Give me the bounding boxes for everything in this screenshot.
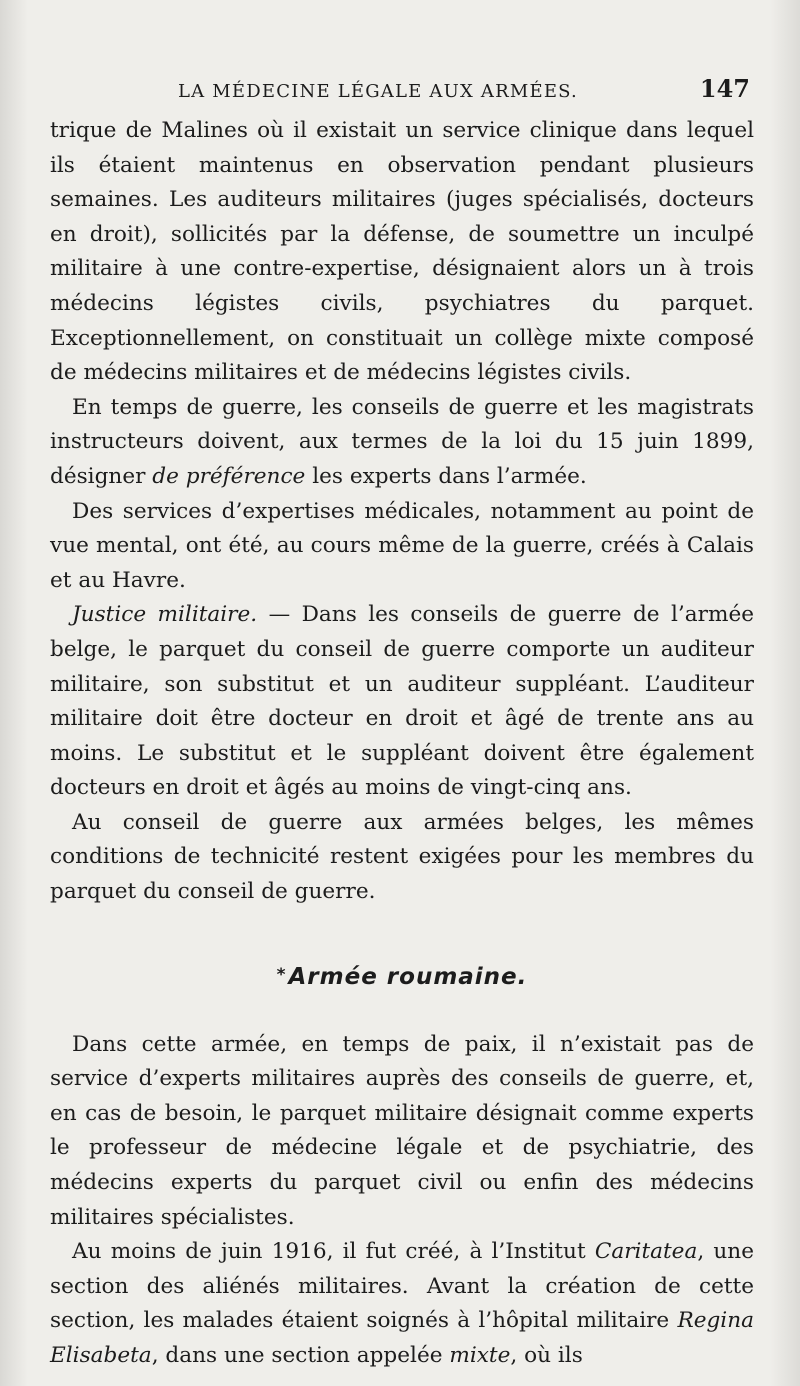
- italic-text: mixte: [449, 1343, 511, 1368]
- text-run: Des services d’expertises médicales, notamment au point de vue mental, ont été, au cours même de la guerre, créés à Calais et au Havre.: [50, 498, 754, 593]
- text-run: les experts dans l’armée.: [305, 463, 587, 489]
- paragraph: [50, 598, 754, 806]
- paragraph: [50, 1235, 754, 1373]
- paragraph: [50, 495, 754, 599]
- paragraphs-after-heading: [50, 1028, 754, 1374]
- heading-text: Armée roumaine.: [288, 963, 528, 990]
- italic-text: Caritatea: [594, 1239, 698, 1265]
- running-head: [50, 0, 754, 118]
- text-run: , où ils: [510, 1343, 583, 1368]
- running-head-title: LA MÉDECINE LÉGALE AUX ARMÉES.: [178, 81, 578, 102]
- paragraph: [50, 806, 754, 910]
- heading-mark: *: [276, 964, 287, 985]
- italic-text: Regina Elisabeta: [50, 1308, 754, 1368]
- text-run: Dans cette armée, en temps de paix, il n’existait pas de service d’experts militaires auprès des conseils de guerre, et, en cas de besoin, le parquet militaire désignait comme experts le professeur de médecine légale et de psychiatrie, des médecins experts du parquet civil ou enfin des médecins militaires spécialistes.: [50, 1031, 754, 1230]
- text-run: Au moins de juin 1916, il fut créé, à l’Institut: [72, 1239, 595, 1265]
- section-heading: [50, 964, 754, 990]
- paragraph: [50, 114, 754, 391]
- italic-text: de préférence: [152, 463, 306, 489]
- paragraphs-before-heading: [50, 114, 754, 910]
- page-number: 147: [699, 74, 750, 103]
- body-text: [50, 114, 754, 1374]
- paragraph: [50, 1028, 754, 1236]
- text-run: Au conseil de guerre aux armées belges, les mêmes conditions de technicité restent exigées pour les membres du parquet du conseil de guerre.: [50, 809, 754, 905]
- text-run: En temps de guerre, les conseils de guerre et les magistrats instructeurs doivent, aux termes de la loi du 15 juin 1899, désigner: [50, 394, 754, 489]
- paragraph: [50, 391, 754, 495]
- text-run: , une section des aliénés militaires. Avant la création de cette section, les malades étaient soignés à l’hôpital militaire: [50, 1239, 754, 1334]
- text-run: trique de Malines où il existait un service clinique dans lequel ils étaient maintenus en observation pendant plusieurs semaines. Les auditeurs militaires (juges spécialisés, docteurs en droit), sollicités par la défense, de soumettre un inculpé militaire à une contre-expertise, désignaient alors un à trois médecins légistes civils, psychiatres du parquet. Exceptionnellement, on constituait un collège mixte composé de médecins militaires et de médecins légistes civils.: [50, 118, 754, 386]
- text-run: — Dans les conseils de guerre de l’armée belge, le parquet du conseil de guerre comporte un auditeur militaire, son substitut et un auditeur suppléant. L’auditeur militaire doit être docteur en droit et âgé de trente ans au moins. Le substitut et le suppléant doivent être également docteurs en droit et âgés au moins de vingt-cinq ans.: [50, 602, 754, 801]
- italic-text: Justice militaire.: [72, 602, 258, 628]
- text-run: , dans une section appelée: [151, 1343, 450, 1368]
